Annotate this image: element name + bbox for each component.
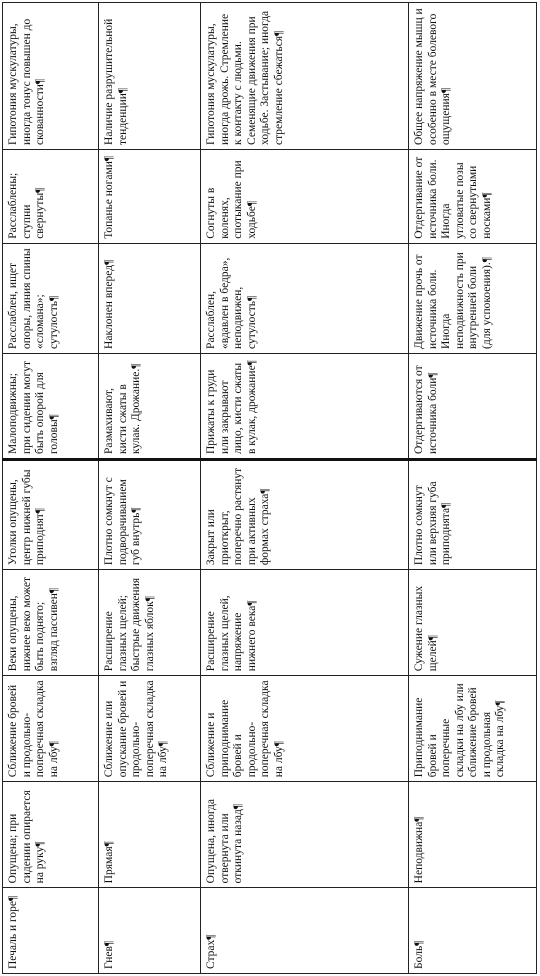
hands-cell: Размахивают, кисти сжаты в кулак. Дрожание. ¶ [99,353,201,459]
head-position-cell: Прямая ¶ [99,782,201,888]
table-row-fear [201,3,409,974]
table-row-anger [99,3,201,974]
eyes-cell: Веки опущены, нижнее веко может быть поднято; взгляд пассивен ¶ [3,570,99,676]
legs-cell: Расслаблены; ступни свернуты ¶ [3,149,99,243]
eyes-cell: Расширение глазных щелей, напряжение нижнего века ¶ [201,570,409,676]
mouth-cell: Уголки опущены, центр нижней губы приподнят ¶ [3,460,99,570]
table-row-pain [409,3,537,974]
emotion-cell: Печаль и горе ¶ [3,888,99,974]
brows-forehead-cell: Сближение бровей и продольно-поперечная складка на лбу ¶ [3,676,99,782]
general-cell: Гипотония мускулатуры, иногда дрожь. Стремление к контакту с людьми. Семенящие движения при ходьбе. Застывание; иногда стремление сбежаться ¶ [201,3,409,150]
head-position-cell: Опущена, иногда отвернута или откинута назад ¶ [201,782,409,888]
general-cell: Наличие разрушительной тенденции ¶ [99,3,201,150]
legs-cell: Топанье ногами ¶ [99,149,201,243]
eyes-cell: Сужение глазных щелей ¶ [409,570,537,676]
torso-cell: Движение прочь от источника боли. Иногда неподвижность при внутренней боли (для успокоения). ¶ [409,243,537,353]
legs-cell: Отдергивание от источника боли. Иногда угловатые позы со свернутыми носками ¶ [409,149,537,243]
hands-cell: Отдергиваются от источника боли ¶ [409,353,537,459]
torso-cell: Наклонен вперед ¶ [99,243,201,353]
emotion-cell: Страх ¶ [201,888,409,974]
torso-cell: Расслаблен, ищет опоры, линия спины «сломана»; сутулость ¶ [3,243,99,353]
mouth-cell: Плотно сомкнут или верхняя губа приподнята ¶ [409,460,537,570]
legs-cell: Согнуты в коленях, спотыкание при ходьбе ¶ [201,149,409,243]
head-position-cell: Неподвижна ¶ [409,782,537,888]
hands-cell: Малоподвижны; при сидении могут быть опорой для головы ¶ [3,353,99,459]
general-cell: Гипотония мускулатуры, иногда тонус повышен до скованности ¶ [3,3,99,150]
brows-forehead-cell: Приподнимание бровей и поперечные складки на лбу или сближение бровей и продольная складка на лбу ¶ [409,676,537,782]
emotion-cell: Боль ¶ [409,888,537,974]
emotion-cell: Гнев ¶ [99,888,201,974]
table-row-sadness [3,3,99,974]
mouth-cell: Плотно сомкнут с подворачиванием губ внутрь ¶ [99,460,201,570]
hands-cell: Прижаты к груди или закрывают лицо, кисти сжаты в кулак, дрожание ¶ [201,353,409,459]
torso-cell: Расслаблен, «вдавлен в бедра», неподвижен, сутулость ¶ [201,243,409,353]
mouth-cell: Закрыт или приоткрыт, поперечно растянут при активных формах страха ¶ [201,460,409,570]
eyes-cell: Расширение глазных щелей; быстрые движения глазных яблок ¶ [99,570,201,676]
brows-forehead-cell: Сближение и приподнимание бровей и продольно-поперечная складка на лбу ¶ [201,676,409,782]
brows-forehead-cell: Сближение или опускание бровей и продольно-поперечная складка на лбу ¶ [99,676,201,782]
general-cell: Общее напряжение мышц и особенно в месте болевого ощущения ¶ [409,3,537,150]
head-position-cell: Опущена; при сидении опирается на руку ¶ [3,782,99,888]
emotions-expression-table [2,2,537,974]
